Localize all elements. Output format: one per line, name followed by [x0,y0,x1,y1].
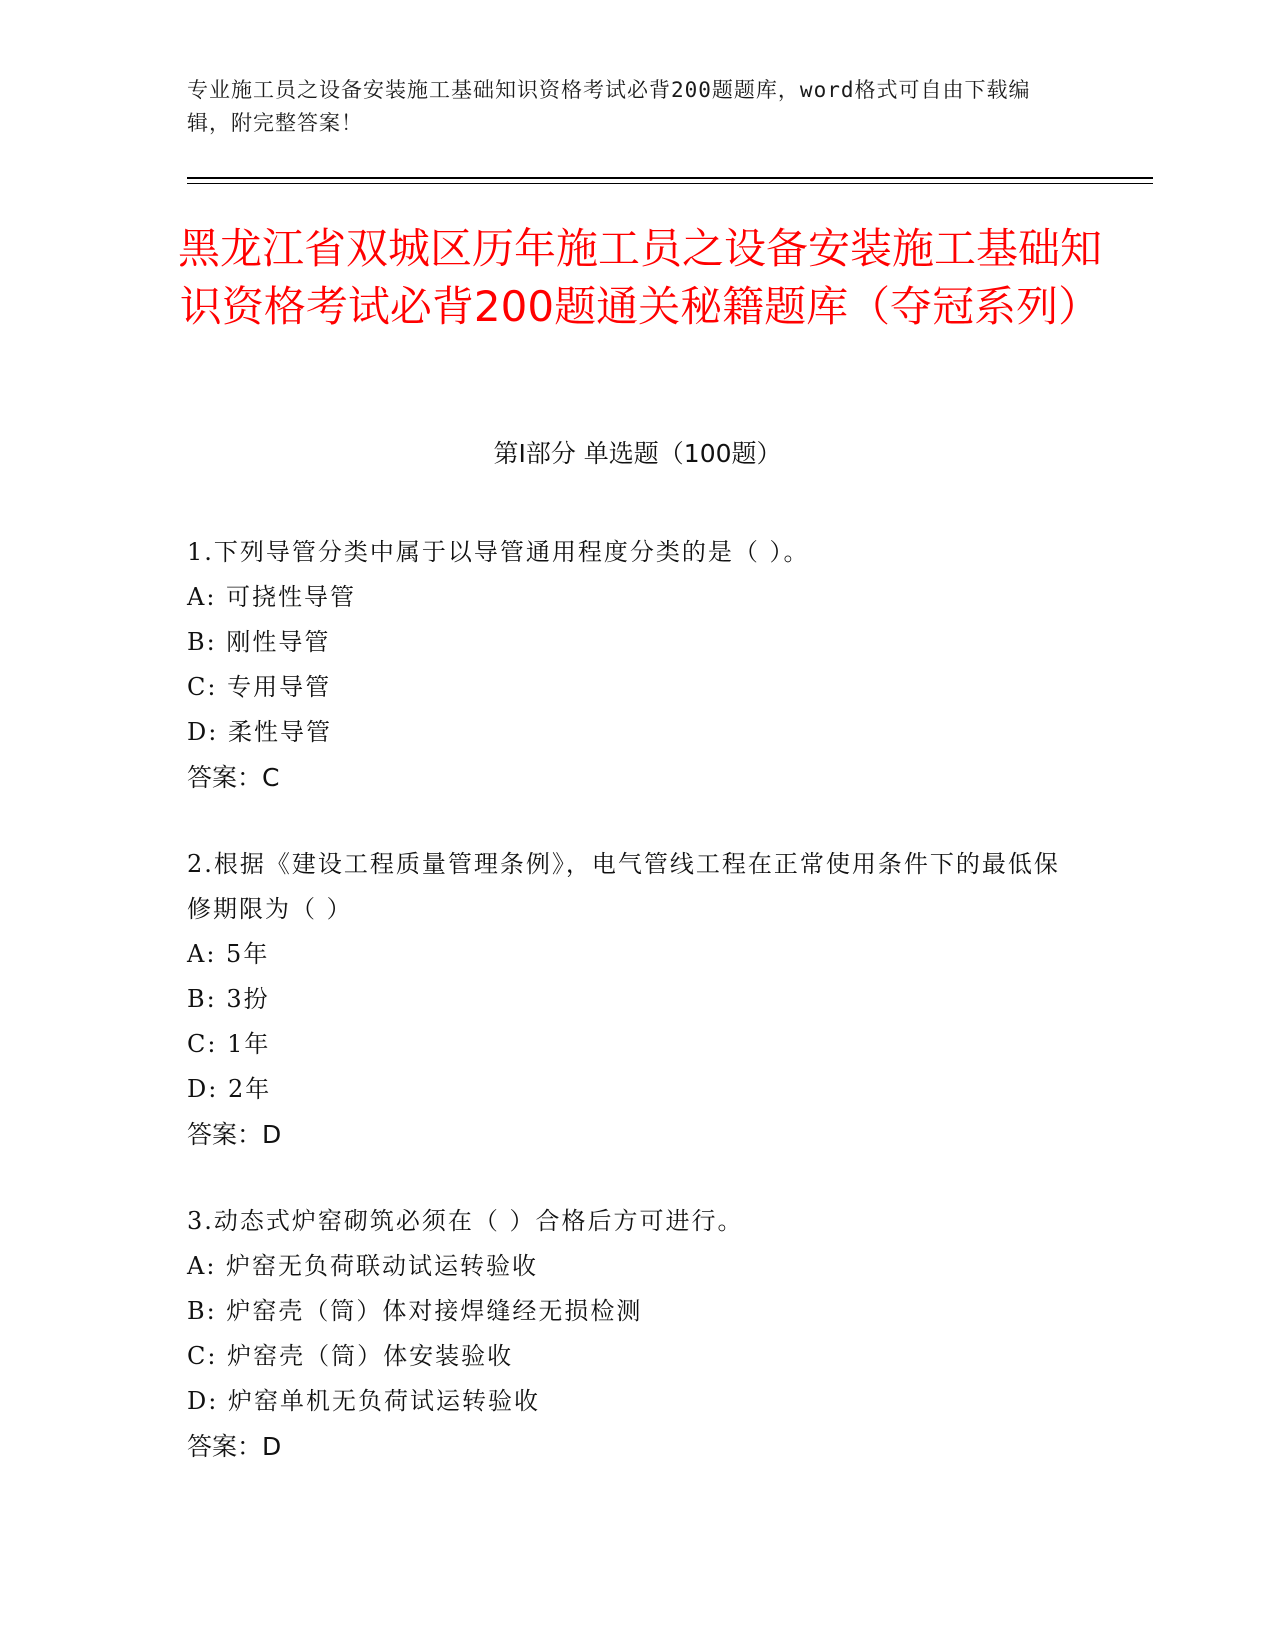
spacer [187,800,1067,842]
section-heading: 第I部分 单选题（100题） [493,439,782,468]
question-stem: 1.下列导管分类中属于以导管通用程度分类的是（ ）。 [187,538,810,566]
option-c: C: 专用导管 [187,673,332,701]
option-c: C: 炉窑壳（筒）体安装验收 [187,1342,514,1370]
document-title: 黑龙江省双城区历年施工员之设备安装施工基础知识资格考试必背200题通关秘籍题库（夺冠系列） [177,224,1102,331]
option-b: B: 刚性导管 [187,628,331,656]
answer: 答案：D [187,1432,282,1461]
option-d: D: 2年 [187,1075,272,1103]
option-c: C: 1年 [187,1030,271,1058]
option-d: D: 柔性导管 [187,718,332,746]
option-b: B: 3扮 [187,985,270,1013]
question-list [187,530,1067,1469]
answer: 答案：C [187,763,280,792]
header-rule-thick [187,177,1153,179]
option-b: B: 炉窑壳（筒）体对接焊缝经无损检测 [187,1297,643,1325]
option-a: A: 炉窑无负荷联动试运转验收 [187,1252,539,1280]
answer: 答案：D [187,1120,282,1149]
spacer [187,1157,1067,1199]
option-a: A: 可挠性导管 [187,583,357,611]
question-2 [187,842,1067,1157]
header-note: 专业施工员之设备安装施工基础知识资格考试必背200题题库，word格式可自由下载编辑，附完整答案！ [187,78,1031,135]
option-a: A: 5年 [187,940,270,968]
question-3 [187,1199,1067,1469]
option-d: D: 炉窑单机无负荷试运转验收 [187,1387,540,1415]
header-rule-thin [187,183,1153,184]
question-stem: 2.根据《建设工程质量管理条例》，电气管线工程在正常使用条件下的最低保修期限为（ ） [187,850,1060,923]
question-1 [187,530,1067,800]
question-stem: 3.动态式炉窑砌筑必须在（ ）合格后方可进行。 [187,1207,744,1235]
